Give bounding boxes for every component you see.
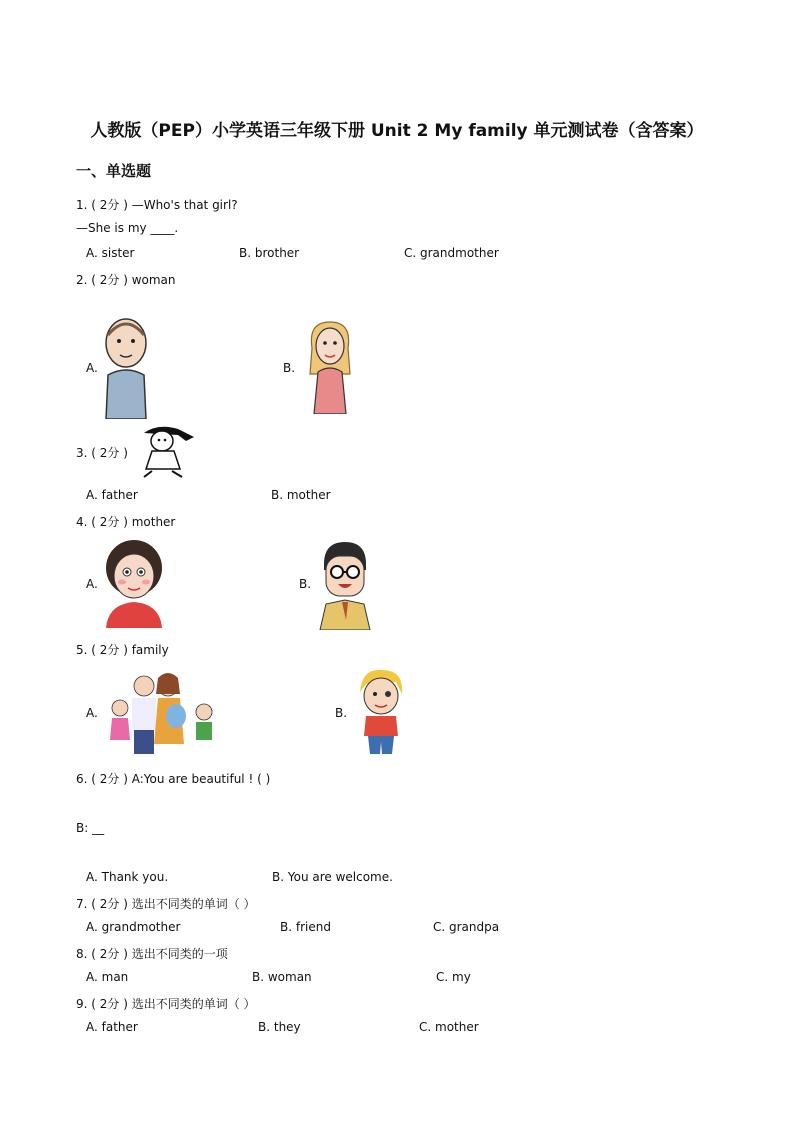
woman-sketch-image: [134, 421, 200, 479]
question-8-option-c[interactable]: C. my: [436, 970, 471, 984]
question-1-option-c[interactable]: C. grandmother: [404, 246, 499, 260]
question-4-stem: 4. ( 2分 ) mother: [76, 515, 176, 529]
curly-hair-woman-image: [100, 538, 168, 628]
question-1-option-a[interactable]: A. sister: [86, 246, 135, 260]
question-8-option-b[interactable]: B. woman: [252, 970, 312, 984]
glasses-man-image: [316, 540, 374, 630]
page-title: 人教版（PEP）小学英语三年级下册 Unit 2 My family 单元测试卷（含答案）: [90, 121, 704, 141]
question-5-option-b[interactable]: B.: [335, 706, 348, 720]
question-3-option-a[interactable]: A. father: [86, 488, 138, 502]
question-7-option-c[interactable]: C. grandpa: [433, 920, 500, 934]
boy-cartoon-image: [352, 668, 410, 756]
woman-cartoon-image: [298, 318, 360, 414]
man-cartoon-image: [98, 315, 154, 419]
question-9-stem: 9. ( 2分 ) 选出不同类的单词（ ）: [76, 997, 256, 1011]
section-heading: 一、单选题: [76, 162, 152, 180]
question-9-option-b[interactable]: B. they: [258, 1020, 301, 1034]
question-7-option-a[interactable]: A. grandmother: [86, 920, 181, 934]
family-group-image: [100, 664, 224, 756]
question-6-option-a[interactable]: A. Thank you.: [86, 870, 169, 884]
question-8-stem: 8. ( 2分 ) 选出不同类的一项: [76, 947, 228, 961]
question-6-option-b[interactable]: B. You are welcome.: [272, 870, 393, 884]
question-1-option-b[interactable]: B. brother: [239, 246, 300, 260]
question-9-option-a[interactable]: A. father: [86, 1020, 138, 1034]
question-2-option-a[interactable]: A.: [86, 361, 98, 375]
question-6-answer-line: B: __: [76, 821, 105, 835]
question-2-stem: 2. ( 2分 ) woman: [76, 273, 176, 287]
question-5-option-a[interactable]: A.: [86, 706, 98, 720]
question-9-option-c[interactable]: C. mother: [419, 1020, 479, 1034]
question-3-option-b[interactable]: B. mother: [271, 488, 331, 502]
question-6-stem: 6. ( 2分 ) A:You are beautiful ! ( ): [76, 772, 271, 786]
question-2-option-b[interactable]: B.: [283, 361, 296, 375]
question-4-option-a[interactable]: A.: [86, 577, 98, 591]
question-7-option-b[interactable]: B. friend: [280, 920, 331, 934]
question-8-option-a[interactable]: A. man: [86, 970, 129, 984]
question-4-option-b[interactable]: B.: [299, 577, 312, 591]
question-5-stem: 5. ( 2分 ) family: [76, 643, 169, 657]
question-1-blank-line: —She is my ____.: [76, 221, 179, 235]
question-1-stem: 1. ( 2分 ) —Who's that girl?: [76, 198, 238, 212]
question-3-stem: 3. ( 2分 ): [76, 446, 128, 460]
question-7-stem: 7. ( 2分 ) 选出不同类的单词（ ）: [76, 897, 256, 911]
